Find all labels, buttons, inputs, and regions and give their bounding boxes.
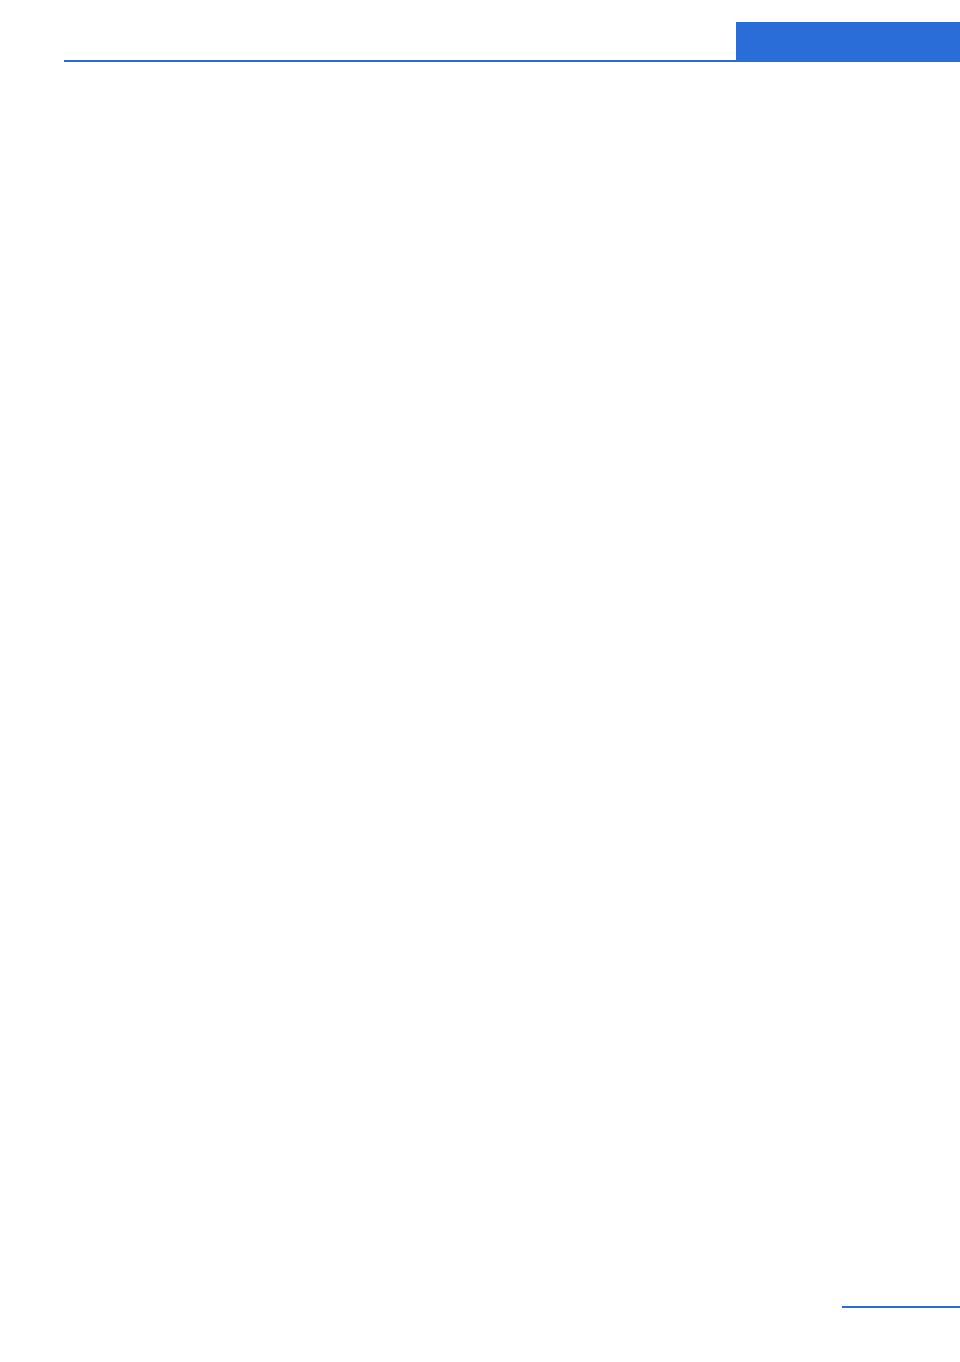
footer-rule — [842, 1306, 960, 1308]
header-rule — [64, 60, 960, 62]
reference-tab[interactable] — [736, 22, 960, 62]
